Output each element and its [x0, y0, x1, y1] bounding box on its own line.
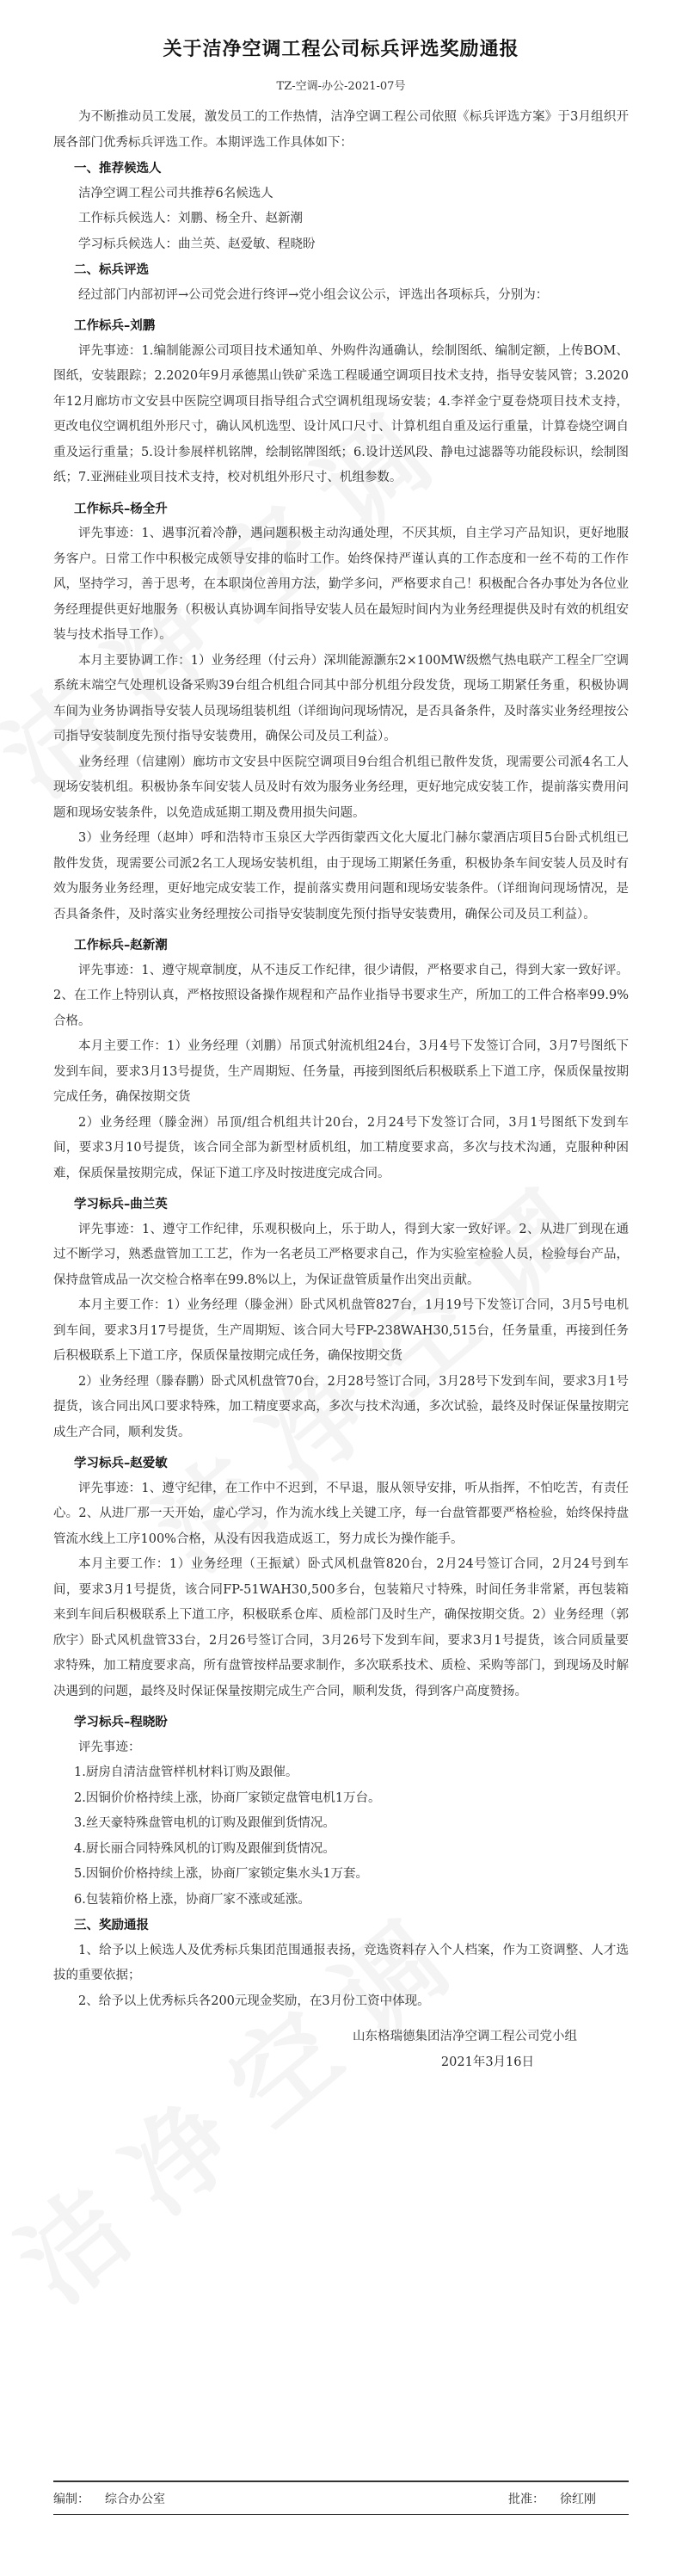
approver-value: 徐红刚 [560, 2493, 596, 2506]
paragraph: 业务经理（信建刚）廊坊市文安县中医院空调项目9台组合机组已散件发货，现需要公司派4名工人现场安装机组。积极协条车间安装人员及时有效为服务业务经理，更好地完成安装工作，提前落实费用问题和现场安装条件，以免造成延期工期及费用损失问题。 [53, 755, 629, 820]
signature: 山东格瑞德集团洁净空调工程公司党小组 [353, 2030, 577, 2043]
compiler-label: 编制： [53, 2493, 89, 2506]
section-heading: 三、奖励通报 [74, 1918, 149, 1932]
paragraph: 2）业务经理（滕金洲）吊顶/组合机组共计20台，2月24号下发签订合同，3月1号图纸下发到车间，要求3月10号提货，该合同全部为新型材质机组，加工精度要求高，多次与技术沟通，克服种种困难，保质保量按期完成，保证下道工序及时按进度完成合同。 [53, 1115, 629, 1180]
paragraph: 本月主要工作：1）业务经理（王振斌）卧式风机盘管820台，2月24号签订合同，2月24号到车间，要求3月1号提货，该合同FP-51WAH30,500多台，包装箱尺寸特殊，时间任务非常紧，再包装箱来到车间后积极联系上下道工序，积极联系仓库、质检部门及时生产，确保按期交货。2）业务经理（郭欣宇）卧式风机盘管33台，2月26号签订合同，3月26号下发到车间，要求3月1号提货，该合同质量要求特殊，加工精度要求高，所有盘管按样品要求制作，多次联系技术、质检、采购等部门，到现场及时解决遇到的问题，最终及时保证保量按期完成生产合同，顺利发货，得到客户高度赞扬。 [53, 1557, 629, 1698]
paragraph: 工作标兵候选人：刘鹏、杨全升、赵新潮 [78, 212, 303, 225]
section-heading: 二、标兵评选 [74, 262, 149, 277]
list-item: 2.因铜价价格持续上涨，协商厂家锁定盘管电机1万台。 [74, 1790, 381, 1805]
paragraph: 本月主要工作：1）业务经理（刘鹏）吊顶式射流机组24台，3月4号下发签订合同，3月7号图纸下发到车间，要求3月13号提货，生产周期短、任务量，再接到图纸后积极联系上下道工序，保质保量按期完成任务，确保按期交货 [53, 1039, 629, 1104]
paragraph: 评先事迹：1.编制能源公司项目技术通知单、外购件沟通确认，绘制图纸、编制定额，上传BOM、图纸，安装跟踪；2.2020年9月承德黑山铁矿采选工程暖通空调项目技术支持，指导安装风管；3.2020年12月廊坊市文安县中医院空调项目指导组合式空调机组现场安装；4.李祥金宁夏卷烧项目技术支持，更改电仪空调机组外形尺寸，确认风机选型、设计风口尺寸、计算机组自重及运行重量，计算卷烧空调自重及运行重量；5.设计参展样机铭牌，绘制铭牌图纸；6.设计送风段、静电过滤器等功能段标识，绘制图纸；7.亚洲硅业项目技术支持，校对机组外形尺寸、机组参数。 [53, 343, 629, 484]
award-heading: 工作标兵–杨全升 [74, 501, 168, 516]
paragraph: 评先事迹：1、遇事沉着冷静，遇问题积极主动沟通处理，不厌其烦，自主学习产品知识，更好地服务客户。日常工作中积极完成领导安排的临时工作。始终保持严谨认真的工作态度和一丝不苟的工作作风，坚持学习，善于思考，在本职岗位善用方法，勤学多问，严格要求自己！积极配合各办事处为各位业务经理提供更好地服务（积极认真协调车间指导安装人员在最短时间内为业务经理提供及时有效的机组安装与技术指导工作）。 [53, 527, 629, 642]
paragraph: 学习标兵候选人：曲兰英、赵爱敏、程晓盼 [78, 237, 316, 251]
footer-divider [53, 2514, 629, 2515]
list-item: 6.包装箱价格上涨，协商厂家不涨或延涨。 [74, 1892, 310, 1907]
paragraph: 评先事迹： [78, 1740, 141, 1754]
award-heading: 学习标兵–赵爱敏 [74, 1456, 168, 1470]
paragraph: 经过部门内部初评→公司党会进行终评→党小组会议公示，评选出各项标兵，分别为： [78, 287, 549, 302]
list-item: 5.因铜价价格持续上涨，协商厂家锁定集水头1万套。 [74, 1867, 369, 1881]
approver-field [508, 2490, 596, 2507]
paragraph: 评先事迹：1、遵守工作纪律，乐观积极向上，乐于助人，得到大家一致好评。2、从进厂到现在通过不断学习，熟悉盘管加工工艺，作为一名老员工严格要求自己，作为实验室检验人员，检验每台产品，保持盘管成品一次交检合格率在99.8%以上，为保证盘管质量作出突出贡献。 [53, 1222, 629, 1287]
document-number: TZ-空调-办公-2021-07号 [276, 80, 406, 93]
approver-label: 批准： [508, 2493, 544, 2506]
paragraph: 本月主要工作：1）业务经理（滕金洲）卧式风机盘管827台，1月19号下发签订合同，3月5号电机到车间，要求3月17号提货，生产周期短、该合同大号FP-238WAH30,515台，任务量重，再接到任务后积极联系上下道工序，保质保量按期完成任务，确保按期交货 [53, 1298, 629, 1363]
award-heading: 学习标兵–程晓盼 [74, 1715, 168, 1729]
paragraph: 2、给予以上优秀标兵各200元现金奖励，在3月份工资中体现。 [78, 1994, 430, 2008]
award-heading: 工作标兵–刘鹏 [74, 318, 156, 333]
paragraph: 本月主要协调工作：1）业务经理（付云舟）深圳能源灏东2×100MW级燃气热电联产工程全厂空调系统末端空气处理机设备采购39台组合机组合同其中部分机组分段发货，现场工期紧任务重，积极协调车间为业务协调指导安装人员现场组装机组（详细询问现场情况，是否具备条件，及时落实业务经理按公司指导安装制度先预付指导安装费用，确保公司及员工利益）。 [53, 653, 629, 743]
compiler-field [53, 2490, 165, 2507]
award-heading: 工作标兵–赵新潮 [74, 938, 168, 952]
paragraph: 2）业务经理（滕春鹏）卧式风机盘管70台，2月28号签订合同，3月28号下发到车间，要求3月1号提货，该合同出风口要求特殊，加工精度要求高，多次与技术沟通，多次试验，最终及时保证保量按期完成生产合同，顺利发货。 [53, 1374, 629, 1439]
issue-date: 2021年3月16日 [440, 2055, 534, 2069]
section-heading: 一、推荐候选人 [74, 161, 162, 176]
achievement-list [53, 1760, 629, 1913]
footer-row [53, 2482, 629, 2514]
list-item: 4.厨长丽合同特殊风机的订购及跟催到货情况。 [74, 1841, 335, 1856]
compiler-value: 综合办公室 [105, 2493, 165, 2506]
paragraph: 3）业务经理（赵坤）呼和浩特市玉泉区大学西街蒙西文化大厦北门赫尔蒙酒店项目5台卧式机组已散件发货，现需要公司派2名工人现场安装机组，由于现场工期紧任务重，积极协条车间安装人员及时有效为服务业务经理，更好地完成安装工作，提前落实费用问题和现场安装条件。（详细询问现场情况，是否具备条件，及时落实业务经理按公司指导安装制度先预付指导安装费用，确保公司及员工利益）。 [53, 831, 629, 921]
paragraph: 评先事迹：1、遵守纪律，在工作中不迟到，不早退，服从领导安排，听从指挥，不怕吃苦，有责任心。2、从进厂那一天开始，虚心学习，作为流水线上关键工序，每一台盘管都要严格检验，始终保持盘管流水线上工序100%合格，从没有因我造成返工，努力成长为操作能手。 [53, 1481, 629, 1546]
paragraph: 评先事迹：1、遵守规章制度，从不违反工作纪律，很少请假，严格要求自己，得到大家一致好评。2、在工作上特别认真，严格按照设备操作规程和产品作业指导书要求生产，所加工的工件合格率99.9%合格。 [53, 963, 629, 1028]
list-item: 3.丝天豪特殊盘管电机的订购及跟催到货情况。 [74, 1816, 335, 1830]
award-heading: 学习标兵–曲兰英 [74, 1197, 168, 1211]
paragraph: 1、给予以上候选人及优秀标兵集团范围通报表扬，竞选资料存入个人档案，作为工资调整、人才选拔的重要依据； [53, 1943, 629, 1982]
list-item: 1.厨房自清洁盘管样机材料订购及跟催。 [74, 1766, 298, 1779]
paragraph: 洁净空调工程公司共推荐6名候选人 [78, 186, 273, 200]
document-title: 关于洁净空调工程公司标兵评选奖励通报 [163, 38, 519, 60]
document-footer [53, 2480, 629, 2515]
intro-paragraph: 为不断推动员工发展，激发员工的工作热情，洁净空调工程公司依照《标兵评选方案》于3月组织开展各部门优秀标兵评选工作。本期评选工作具体如下： [53, 110, 629, 150]
